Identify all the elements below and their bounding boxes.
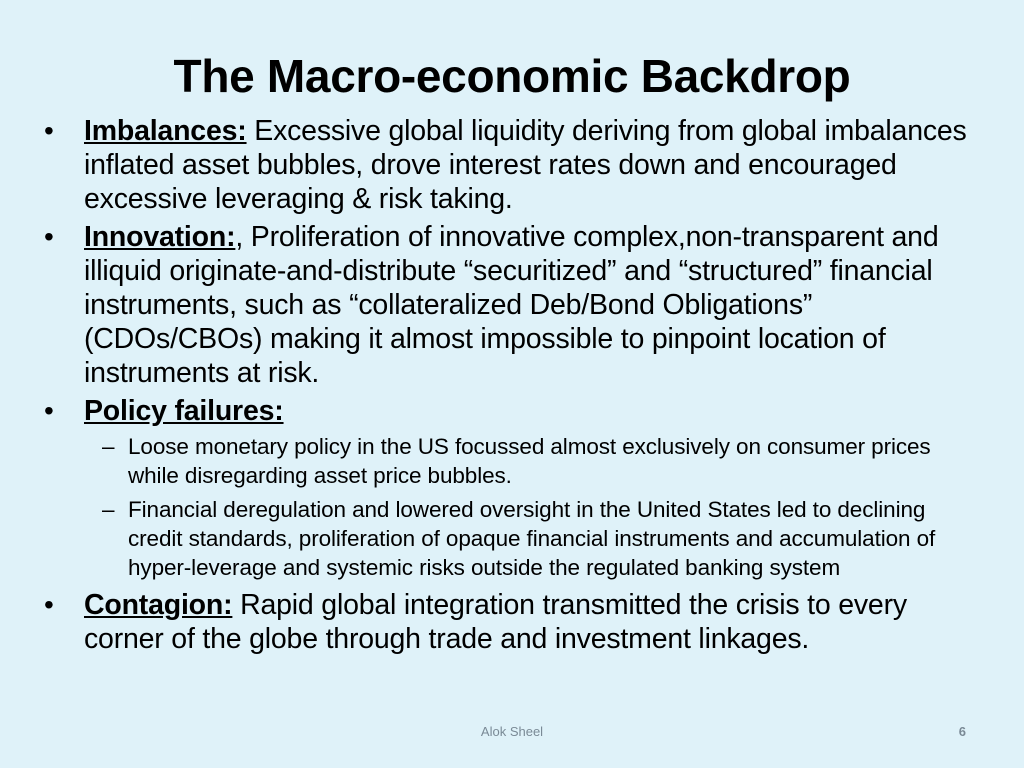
bullet-glyph: •: [44, 115, 54, 146]
bullet-lead: Imbalances:: [84, 115, 247, 147]
sub-bullet-text: Loose monetary policy in the US focussed almost exclusively on consumer prices while disregarding asset price bubbles.: [128, 434, 931, 488]
slide-title: The Macro-economic Backdrop: [173, 50, 851, 102]
page-number: 6: [958, 724, 966, 739]
policy-failures-sublist: [44, 432, 984, 582]
bullet-lead: Contagion:: [84, 589, 233, 621]
sub-bullet-monetary-policy: [44, 432, 984, 490]
bullet-glyph: •: [44, 221, 54, 252]
footer-author: Alok Sheel: [480, 724, 544, 739]
bullet-glyph: •: [44, 395, 54, 426]
bullet-lead: Innovation:: [84, 221, 236, 253]
bullet-list: [44, 114, 984, 660]
dash-glyph: –: [102, 497, 115, 522]
bullet-lead: Policy failures:: [84, 395, 284, 427]
sub-bullet-deregulation: [44, 495, 984, 582]
sub-bullet-text: Financial deregulation and lowered oversight in the United States led to declining credit standards, proliferation of opaque financial instruments and accumulation of hyper-leverage and systemic risks outside the regulated banking system: [128, 497, 936, 580]
bullet-glyph: •: [44, 589, 54, 620]
bullet-innovation: [44, 220, 984, 390]
bullet-imbalances: [44, 114, 984, 216]
bullet-text: Rapid global integration transmitted the crisis to every corner of the globe through trade and investment linkages.: [84, 589, 907, 655]
bullet-text: , Proliferation of innovative complex,non-transparent and illiquid originate-and-distribute “securitized” and “structured” financial instruments, such as “collateralized Deb/Bond Obligations” (CDOs/CBOs) making it almost impossible to pinpoint location of instruments at risk.: [84, 221, 939, 389]
dash-glyph: –: [102, 434, 115, 459]
bullet-text: Excessive global liquidity deriving from global imbalances inflated asset bubbles, drove interest rates down and encouraged excessive leveraging & risk taking.: [84, 115, 967, 215]
bullet-contagion: [44, 588, 984, 656]
bullet-policy-failures: [44, 394, 984, 428]
